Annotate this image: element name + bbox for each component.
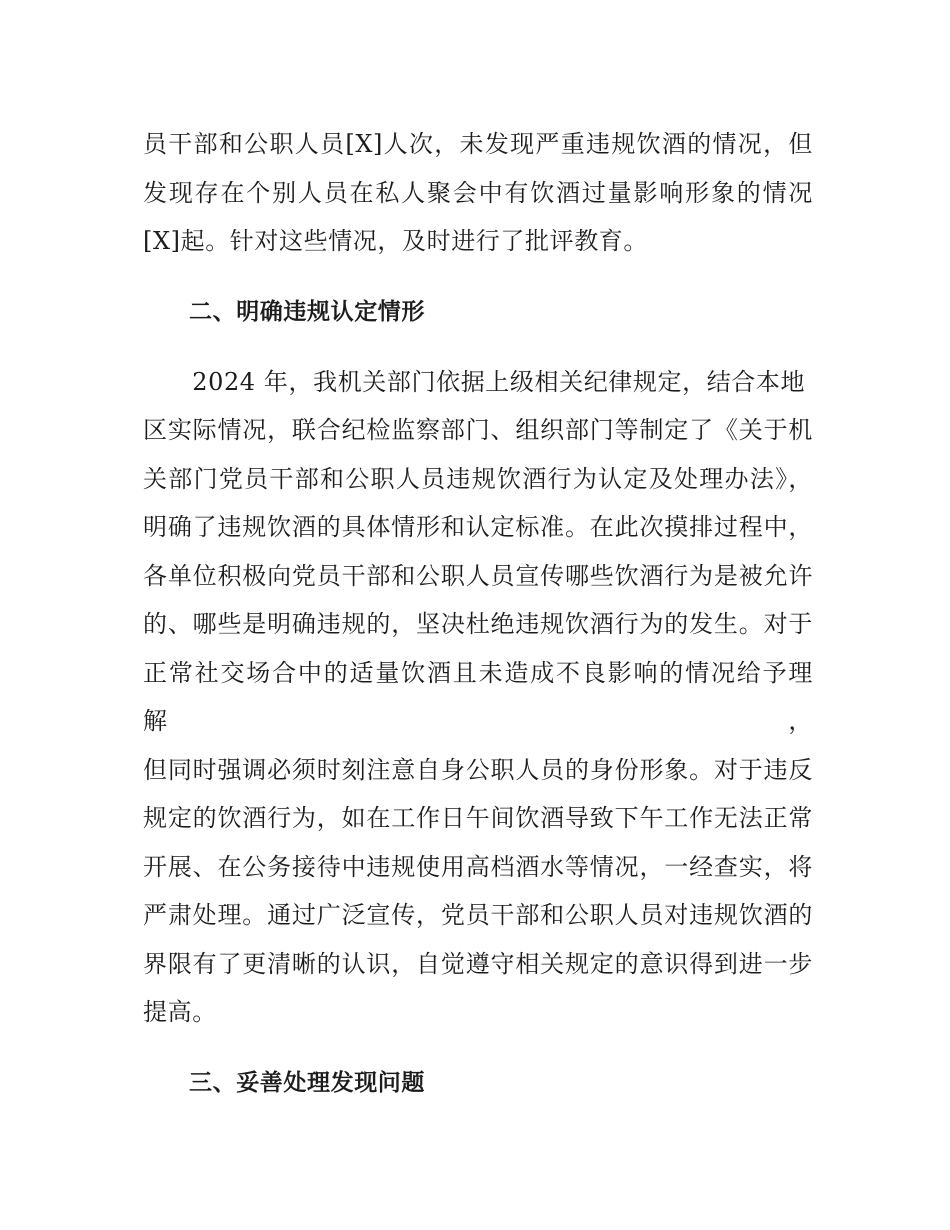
text-line: 严肃处理。通过广泛宣传，党员干部和公职人员对违规饮酒的 — [143, 901, 813, 929]
text-line: 发现存在个别人员在私人聚会中有饮酒过量影响形象的情况 — [143, 178, 813, 207]
section-heading-3: 三、妥善处理发现问题 — [189, 1069, 425, 1096]
text-line: 规定的饮酒行为，如在工作日午间饮酒导致下午工作无法正常 — [143, 804, 813, 832]
text-line: [X]起。针对这些情况，及时进行了批评教育。 — [143, 227, 649, 255]
text-line: 开展、在公务接待中违规使用高档酒水等情况，一经查实，将 — [143, 852, 813, 881]
document-body — [143, 120, 813, 1107]
text-line: 员干部和公职人员[X]人次，未发现严重违规饮酒的情况，但 — [143, 130, 813, 158]
text-line: 关部门党员干部和公职人员违规饮酒行为认定及处理办法》， — [143, 464, 813, 493]
text-line: 区实际情况，联合纪检监察部门、组织部门等制定了《关于机 — [143, 416, 813, 444]
text-line: 界限有了更清晰的认识，自觉遵守相关规定的意识得到进一步 — [143, 949, 813, 978]
section-heading-2: 二、明确违规认定情形 — [189, 298, 425, 325]
text-line: 各单位积极向党员干部和公职人员宣传哪些饮酒行为是被允许 — [143, 561, 813, 590]
text-line: 2024 年，我机关部门依据上级相关纪律规定，结合本地 — [143, 367, 806, 396]
text-line: 正常社交场合中的适量饮酒且未造成不良影响的情况给予理解， — [143, 658, 813, 735]
text-line: 但同时强调必须时刻注意自身公职人员的身份形象。对于违反 — [143, 755, 813, 784]
paragraph-section-2 — [143, 358, 813, 1037]
paragraph-intro — [143, 120, 813, 266]
text-line: 提高。 — [143, 998, 217, 1026]
text-line: 明确了违规饮酒的具体情形和认定标准。在此次摸排过程中， — [143, 513, 813, 541]
text-line: 的、哪些是明确违规的，坚决杜绝违规饮酒行为的发生。对于 — [143, 610, 813, 638]
